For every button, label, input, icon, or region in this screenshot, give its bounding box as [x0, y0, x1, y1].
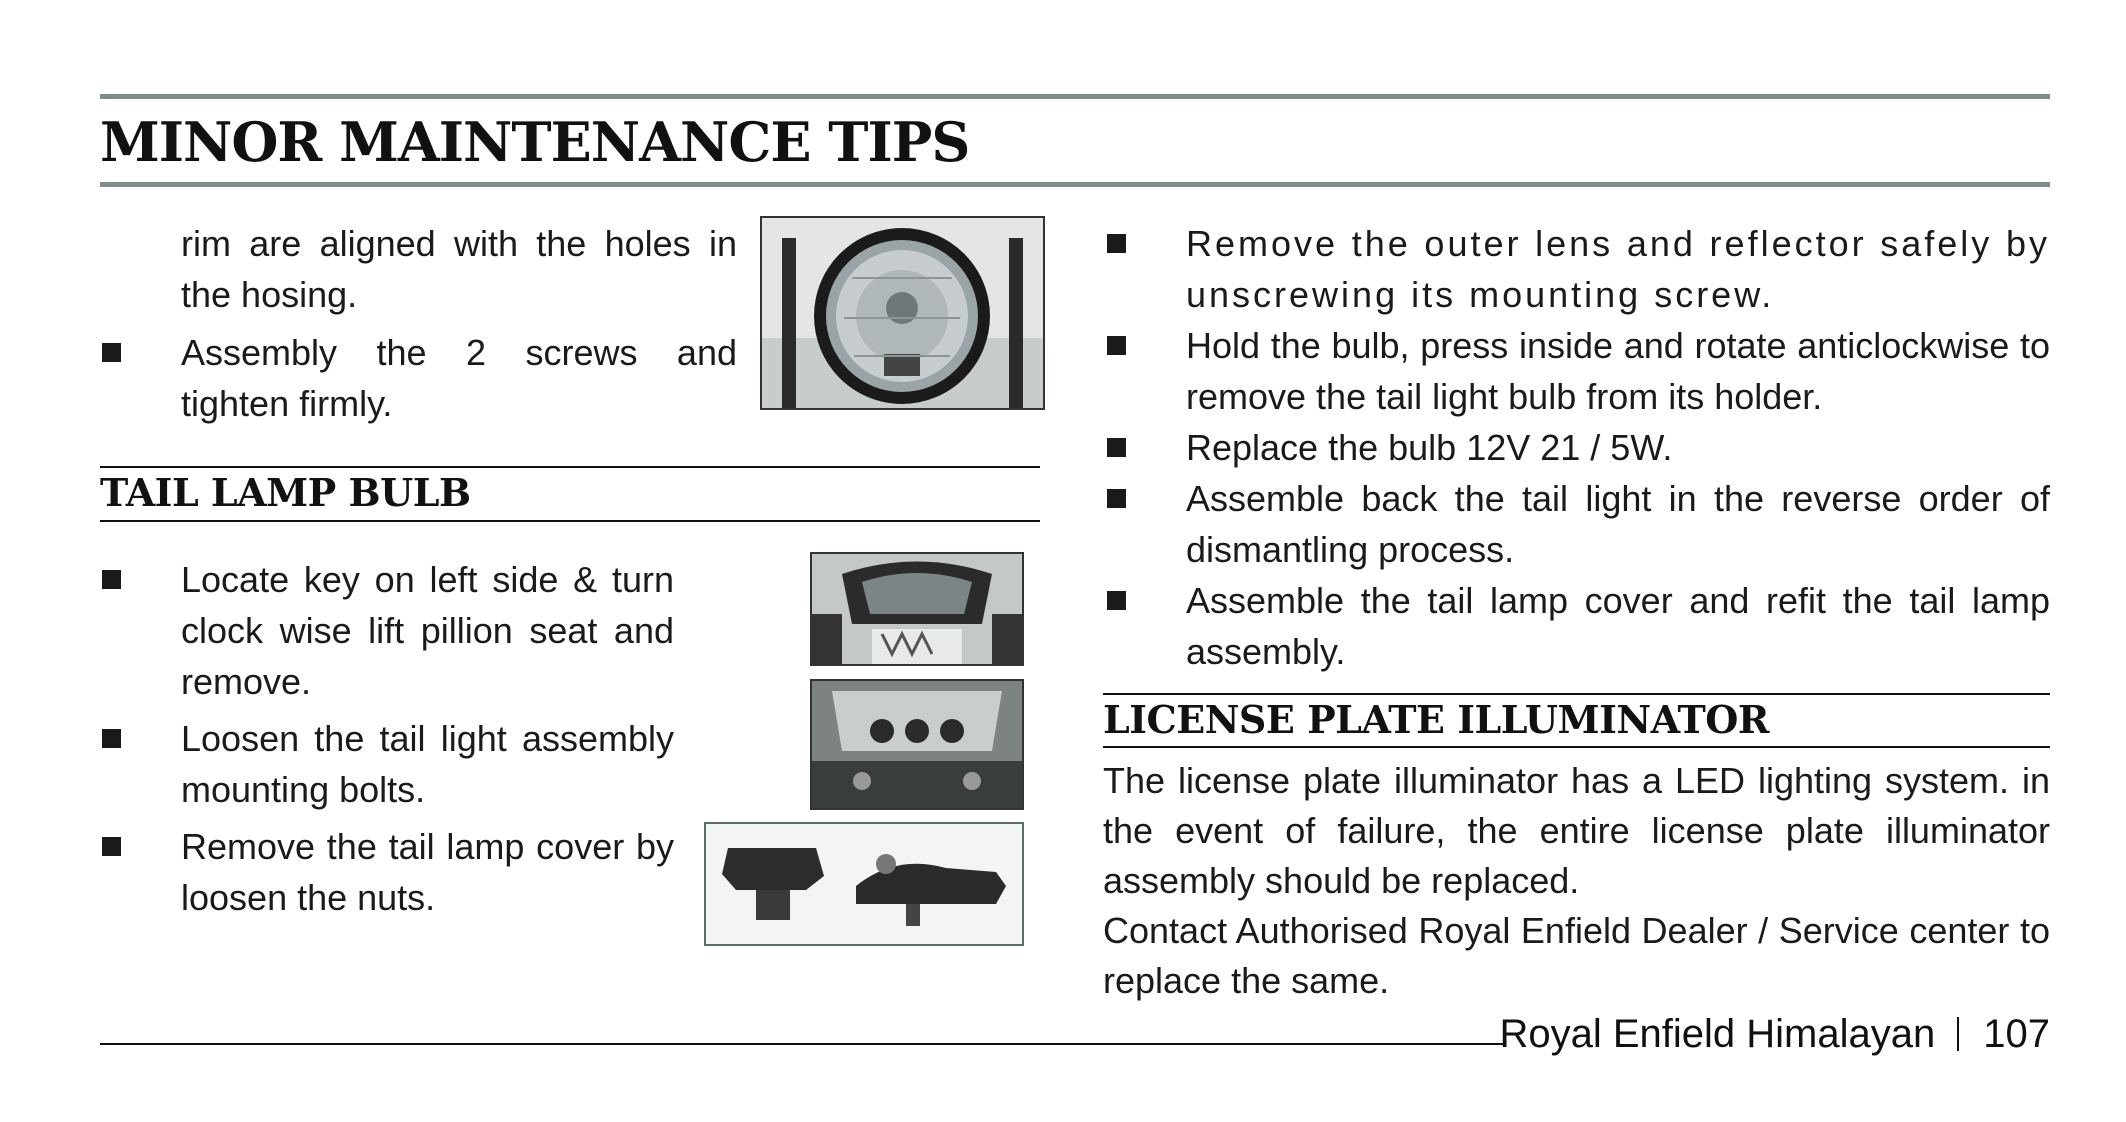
- square-bullet-icon: [1107, 438, 1126, 457]
- square-bullet-icon: [102, 729, 121, 748]
- tail-lamp-heading: TAIL LAMP BULB: [100, 470, 471, 515]
- tail-lamp-top-rule: [100, 466, 1040, 468]
- tail-lamp-parts-photo: [704, 822, 1024, 946]
- list-item: Hold the bulb, press inside and rotate anticlockwise to remove the tail light bulb from its holder.: [1105, 320, 2050, 422]
- header-top-rule: [100, 94, 2050, 99]
- tail-lamp-parts-illustration: [706, 824, 1022, 944]
- list-item: Locate key on left side & turn clock wise lift pillion seat and remove.: [100, 554, 674, 707]
- pillion-seat-illustration: [812, 554, 1022, 664]
- tail-light-mount-photo: [810, 679, 1024, 810]
- license-plate-paragraph-1: The license plate illuminator has a LED lighting system. in the event of failure, the entire license plate illuminator assembly should be replaced.: [1103, 760, 2050, 901]
- square-bullet-icon: [1107, 336, 1126, 355]
- square-bullet-icon: [1107, 591, 1126, 610]
- square-bullet-icon: [102, 837, 121, 856]
- tail-lamp-bottom-rule: [100, 520, 1040, 522]
- tail-lamp-steps-left: [100, 554, 674, 923]
- list-item: Loosen the tail light assembly mounting bolts.: [100, 713, 674, 815]
- pillion-seat-photo: [810, 552, 1024, 666]
- intro-continuation-text: rim are aligned with the holes in the hosing.: [181, 223, 737, 315]
- license-plate-paragraph-2: Contact Authorised Royal Enfield Dealer / Service center to replace the same.: [1103, 910, 2050, 1001]
- footer: [1499, 1012, 2050, 1057]
- tail-lamp-steps-right: [1105, 218, 2050, 677]
- square-bullet-icon: [102, 343, 121, 362]
- list-item: Remove the outer lens and reflector safely by unscrewing its mounting screw.: [1105, 218, 2050, 320]
- list-item: Remove the tail lamp cover by loosen the nuts.: [100, 821, 674, 923]
- square-bullet-icon: [102, 570, 121, 589]
- page-number: 107: [1983, 1012, 2050, 1056]
- license-plate-top-rule: [1103, 693, 2050, 695]
- license-plate-heading: LICENSE PLATE ILLUMINATOR: [1103, 697, 1769, 742]
- header-bottom-rule: [100, 182, 2050, 187]
- intro-bullet-list: [100, 327, 737, 429]
- square-bullet-icon: [1107, 489, 1126, 508]
- headlamp-photo: [760, 216, 1045, 410]
- square-bullet-icon: [1107, 234, 1126, 253]
- list-item: Replace the bulb 12V 21 / 5W.: [1105, 422, 2050, 473]
- license-plate-bottom-rule: [1103, 746, 2050, 748]
- footer-separator: [1957, 1017, 1959, 1051]
- page-title: MINOR MAINTENANCE TIPS: [100, 110, 970, 174]
- list-item: Assemble the tail lamp cover and refit the tail lamp assembly.: [1105, 575, 2050, 677]
- list-item: Assembly the 2 screws and tighten firmly.: [100, 327, 737, 429]
- list-item: Assemble back the tail light in the reverse order of dismantling process.: [1105, 473, 2050, 575]
- headlamp-illustration: [762, 218, 1043, 408]
- tail-light-mount-illustration: [812, 681, 1022, 808]
- footer-brand: Royal Enfield Himalayan: [1499, 1012, 1936, 1056]
- footer-rule: [100, 1043, 1506, 1045]
